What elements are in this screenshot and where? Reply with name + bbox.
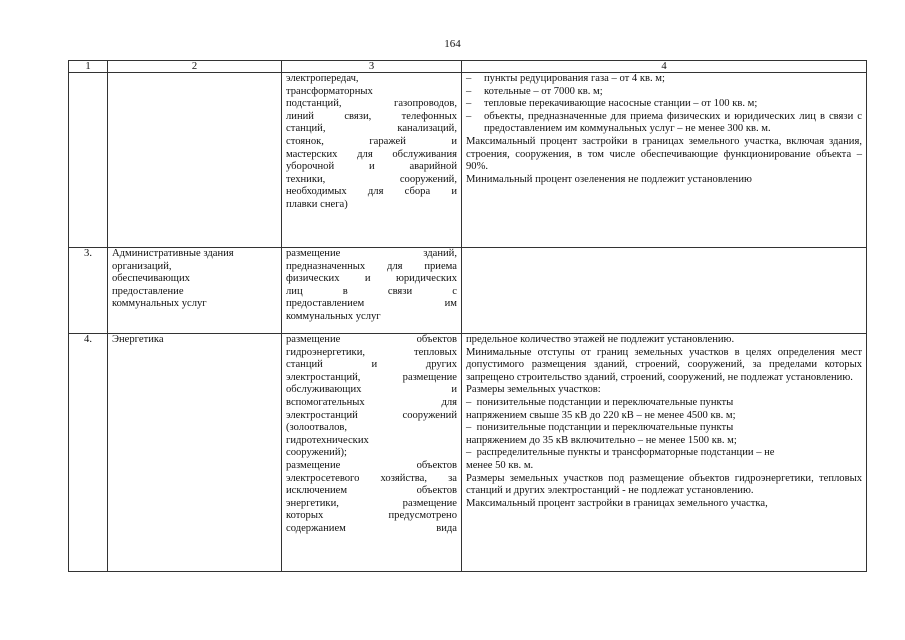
list-item: – пункты редуцирования газа – от 4 кв. м;: [466, 73, 665, 84]
paragraph: предельное количество этажей не подлежит установлению.: [466, 334, 735, 345]
column-header: 4: [462, 61, 867, 73]
allowed-use-description: размещение зданий, предназначенных для приема физических и юридических лиц в связи с предоставлением им коммунальных услуг: [282, 248, 462, 334]
column-header: 3: [282, 61, 462, 73]
list-item: – распределительные пункты и трансформаторные подстанции – не менее 50 кв. м.: [466, 447, 775, 471]
row-number: 3.: [69, 248, 108, 334]
allowed-use-description: размещение объектов гидроэнергетики, тепловых станций и других электростанций, размещение обслуживающих и вспомогательных для электростанций сооружений (золоотвалов, гидротехнических сооружений); размещение объектов электросетевого хозяйства, за исключением объектов энергетики, размещение которых предусмотрено содержанием вида: [282, 334, 462, 572]
paragraph: Размеры земельных участков под размещение объектов гидроэнергетики, тепловых станций и других электростанций - не подлежат установлению.: [466, 472, 862, 497]
paragraph: Минимальные отступы от границ земельных участков в целях определения мест допустимого размещения зданий, строений, сооружений, за пределами которых запрещено строительство зданий, строений, сооружений, не подлежат установлению.: [466, 346, 862, 383]
zoning-table: [68, 60, 867, 572]
column-header: 2: [108, 61, 282, 73]
paragraph: Минимальный процент озеленения не подлежит установлению: [466, 173, 752, 185]
page-number: 164: [444, 38, 461, 50]
list-item: – объекты, предназначенные для приема физических и юридических лиц в связи с предоставлением им коммунальных услуг – не менее 300 кв. м.: [466, 110, 862, 135]
use-name: Энергетика: [108, 334, 282, 572]
table-header-row: [69, 61, 867, 73]
list-item: – понизительные подстанции и переключательные пункты напряжением до 35 кВ включительно – не менее 1500 кв. м;: [466, 422, 737, 446]
row-number: 4.: [69, 334, 108, 572]
parameters-cell: [462, 334, 867, 572]
allowed-use-description: электропередач, трансформаторных подстанций, газопроводов, линий связи, телефонных станций, канализаций, стоянок, гаражей и мастерских для обслуживания уборочной и аварийной техники, сооружений, необходимых для сбора и плавки снега): [282, 73, 462, 248]
paragraph: Максимальный процент застройки в границах земельного участка, включая здания, строения, сооружения, в том числе обеспечивающие функционирование объекта – 90%.: [466, 135, 862, 173]
table-row: [69, 73, 867, 248]
list-item: – понизительные подстанции и переключательные пункты напряжением свыше 35 кВ до 220 кВ – не менее 4500 кв. м;: [466, 396, 736, 421]
list-item: – котельные – от 7000 кв. м;: [466, 85, 603, 97]
table-row: [69, 248, 867, 334]
parameters-cell: [462, 73, 867, 248]
use-name: Административные здания организаций, обеспечивающих предоставление коммунальных услуг: [108, 248, 282, 334]
paragraph: Максимальный процент застройки в границах земельного участка,: [466, 497, 768, 509]
column-header: 1: [69, 61, 108, 73]
paragraph: Размеры земельных участков:: [466, 384, 601, 396]
list-item: – тепловые перекачивающие насосные станции – от 100 кв. м;: [466, 98, 758, 110]
table-row: [69, 334, 867, 572]
